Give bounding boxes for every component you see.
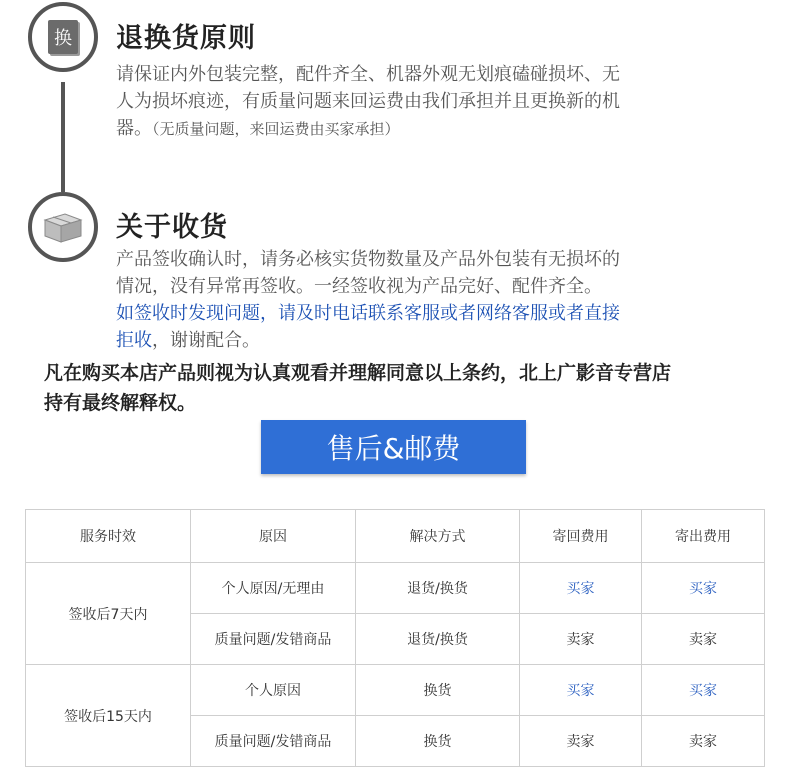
reason-cell: 个人原因 (191, 665, 356, 716)
timeline-connector (61, 82, 65, 192)
section-title: 关于收货 (116, 212, 228, 243)
body-text: ，谢谢配合。 (152, 330, 260, 351)
exchange-glyph: 换 (54, 28, 72, 49)
package-box-icon (41, 210, 85, 244)
body-text: 器。 (116, 118, 152, 139)
freight-note: （无质量问题，来回运费由买家承担） (152, 120, 400, 138)
body-line (116, 327, 776, 354)
body-line (116, 115, 756, 143)
section-body (116, 246, 776, 354)
section-body (116, 61, 756, 143)
return-fee-cell: 买家 (520, 563, 642, 614)
exchange-book-icon (48, 20, 78, 54)
table-row (26, 665, 765, 716)
body-line: 人为损坏痕迹，有质量问题来回运费由我们承担并且更换新的机 (116, 91, 620, 112)
after-sales-table (25, 509, 765, 767)
solution-cell: 换货 (356, 665, 520, 716)
body-line: 产品签收确认时，请务必核实货物数量及产品外包装有无损坏的 (116, 249, 620, 270)
notice-line: 凡在购买本店产品则视为认真观看并理解同意以上条约，北上广影音专营店 (44, 362, 672, 384)
highlight-line: 如签收时发现问题，请及时电话联系客服或者网络客服或者直接 (116, 303, 620, 324)
notice-line: 持有最终解释权。 (44, 392, 197, 414)
reason-cell: 质量问题/发错商品 (191, 716, 356, 767)
period-cell: 签收后15天内 (26, 665, 191, 767)
table-header-cell: 寄回费用 (520, 510, 642, 563)
reason-cell: 质量问题/发错商品 (191, 614, 356, 665)
section-icon-ring (28, 2, 98, 72)
send-fee-cell: 买家 (642, 563, 765, 614)
store-notice (44, 358, 774, 418)
solution-cell: 换货 (356, 716, 520, 767)
send-fee-cell: 卖家 (642, 614, 765, 665)
after-sales-banner: 售后&邮费 (261, 420, 526, 474)
body-line: 情况，没有异常再签收。一经签收视为产品完好、配件齐全。 (116, 276, 602, 297)
send-fee-cell: 买家 (642, 665, 765, 716)
solution-cell: 退货/换货 (356, 614, 520, 665)
table-header-cell: 服务时效 (26, 510, 191, 563)
return-fee-cell: 卖家 (520, 716, 642, 767)
reason-cell: 个人原因/无理由 (191, 563, 356, 614)
return-fee-cell: 买家 (520, 665, 642, 716)
table-header-cell: 解决方式 (356, 510, 520, 563)
table-header-cell: 原因 (191, 510, 356, 563)
section-icon-ring (28, 192, 98, 262)
period-cell: 签收后7天内 (26, 563, 191, 665)
send-fee-cell: 卖家 (642, 716, 765, 767)
solution-cell: 退货/换货 (356, 563, 520, 614)
highlight-text: 拒收 (116, 330, 152, 351)
table-header-cell: 寄出费用 (642, 510, 765, 563)
table-header-row (26, 510, 765, 563)
body-line: 请保证内外包装完整，配件齐全、机器外观无划痕磕碰损坏、无 (116, 64, 620, 85)
table-row (26, 563, 765, 614)
return-fee-cell: 卖家 (520, 614, 642, 665)
section-title: 退换货原则 (116, 23, 256, 54)
